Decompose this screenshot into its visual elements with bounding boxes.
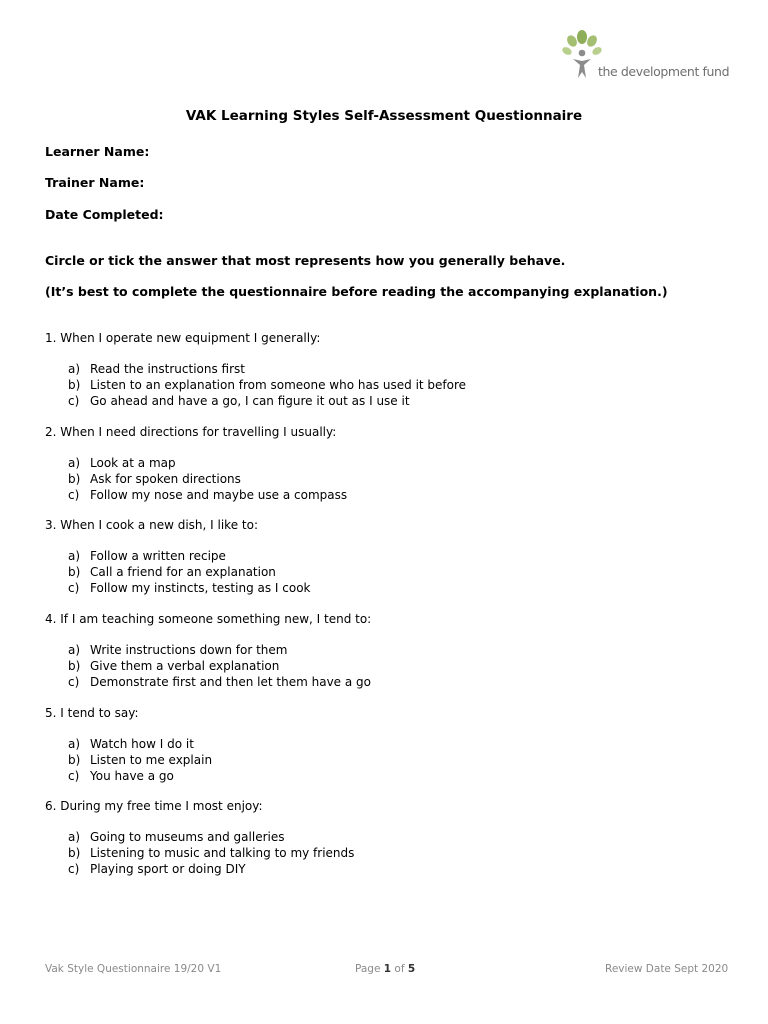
option-letter: b) <box>68 658 81 673</box>
question-text: 1. When I operate new equipment I generally: <box>45 331 321 345</box>
option-letter: a) <box>68 456 81 470</box>
answer-options <box>68 830 354 877</box>
answer-option[interactable] <box>68 549 311 565</box>
option-letter: c) <box>68 580 80 595</box>
question-text: 4. If I am teaching someone something new, I tend to: <box>45 612 372 626</box>
answer-option[interactable] <box>68 456 347 472</box>
page-current: 1 <box>383 963 392 975</box>
option-letter: b) <box>68 564 81 579</box>
option-letter: c) <box>68 861 80 876</box>
answer-option[interactable] <box>68 753 212 769</box>
option-text: Listen to an explanation from someone who has used it before <box>90 377 467 392</box>
answer-options <box>68 643 371 690</box>
option-text: Follow my nose and maybe use a compass <box>90 487 348 502</box>
option-letter: a) <box>68 643 81 657</box>
learner-name-label: Learner Name: <box>45 144 150 159</box>
option-letter: b) <box>68 377 81 392</box>
option-letter: a) <box>68 830 81 844</box>
instruction-note: (It’s best to complete the questionnaire before reading the accompanying explanation.) <box>45 284 668 299</box>
answer-option[interactable] <box>68 488 347 504</box>
question-text: 6. During my free time I most enjoy: <box>45 799 263 813</box>
option-text: Listen to me explain <box>90 752 213 767</box>
option-text: You have a go <box>90 768 174 783</box>
option-letter: b) <box>68 752 81 767</box>
date-completed-label: Date Completed: <box>45 207 164 222</box>
option-letter: a) <box>68 362 81 376</box>
answer-option[interactable] <box>68 737 212 753</box>
answer-options <box>68 737 212 784</box>
option-letter: a) <box>68 737 81 751</box>
company-logo <box>560 28 740 88</box>
question-text: 5. I tend to say: <box>45 706 139 720</box>
option-text: Watch how I do it <box>90 737 194 751</box>
answer-option[interactable] <box>68 565 311 581</box>
option-text: Write instructions down for them <box>90 643 288 657</box>
answer-option[interactable] <box>68 659 371 675</box>
answer-option[interactable] <box>68 362 466 378</box>
footer-page-number <box>355 963 415 975</box>
option-letter: b) <box>68 845 81 860</box>
answer-options <box>68 362 466 409</box>
option-letter: c) <box>68 393 80 408</box>
option-text: Look at a map <box>90 456 176 470</box>
option-text: Give them a verbal explanation <box>90 658 280 673</box>
answer-option[interactable] <box>68 830 354 846</box>
question-text: 3. When I cook a new dish, I like to: <box>45 518 258 532</box>
answer-option[interactable] <box>68 472 347 488</box>
option-letter: b) <box>68 471 81 486</box>
option-text: Follow my instincts, testing as I cook <box>90 580 311 595</box>
answer-option[interactable] <box>68 378 466 394</box>
option-text: Going to museums and galleries <box>90 830 285 844</box>
page-title: VAK Learning Styles Self-Assessment Questionnaire <box>185 108 583 124</box>
option-letter: c) <box>68 768 80 783</box>
answer-option[interactable] <box>68 862 354 878</box>
question-text: 2. When I need directions for travelling I usually: <box>45 425 337 439</box>
answer-options <box>68 456 347 503</box>
answer-option[interactable] <box>68 581 311 597</box>
answer-option[interactable] <box>68 769 212 785</box>
option-text: Listening to music and talking to my friends <box>90 845 355 860</box>
trainer-name-label: Trainer Name: <box>45 175 145 190</box>
page-of: of <box>394 963 405 975</box>
option-text: Read the instructions first <box>90 362 246 376</box>
option-text: Demonstrate first and then let them have a go <box>90 674 371 689</box>
footer-review-date: Review Date Sept 2020 <box>605 963 729 975</box>
answer-options <box>68 549 311 596</box>
option-text: Ask for spoken directions <box>90 471 241 486</box>
answer-option[interactable] <box>68 846 354 862</box>
option-letter: c) <box>68 487 80 502</box>
logo-text: the development fund <box>598 64 730 79</box>
option-text: Follow a written recipe <box>90 549 226 563</box>
option-letter: a) <box>68 549 81 563</box>
page-total: 5 <box>407 963 416 975</box>
answer-option[interactable] <box>68 394 466 410</box>
footer-document-ref: Vak Style Questionnaire 19/20 V1 <box>45 963 222 975</box>
answer-option[interactable] <box>68 675 371 691</box>
option-text: Playing sport or doing DIY <box>90 861 246 876</box>
option-text: Call a friend for an explanation <box>90 564 276 579</box>
option-text: Go ahead and have a go, I can figure it out as I use it <box>90 393 410 408</box>
instruction-line: Circle or tick the answer that most represents how you generally behave. <box>45 253 566 268</box>
answer-option[interactable] <box>68 643 371 659</box>
page-word: Page <box>355 963 381 975</box>
option-letter: c) <box>68 674 80 689</box>
